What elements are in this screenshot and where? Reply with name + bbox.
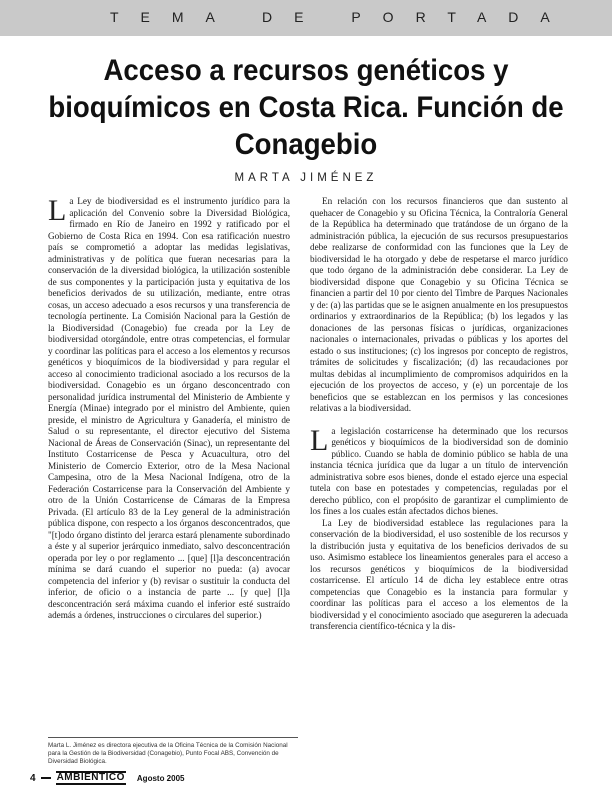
footer-dash	[41, 777, 51, 779]
section-header-bar	[0, 0, 612, 36]
section-kicker: TEMA DE PORTADA	[110, 9, 572, 25]
author-footnote: Marta L. Jiménez es directora ejecutiva de la Oficina Técnica de la Comisión Nacional para la Gestión de la Biodiversidad (Conagebio), Punto Focal ABS, Convención de Diversidad Biológica.	[48, 742, 288, 765]
right-paragraph-2-text: a legislación costarricense ha determinado que los recursos genéticos y bioquímicos de la biodiversidad son de dominio público. Cuando se habla de dominio público se habla de una instancia técnica jurídica que da lugar a un título de intervención administrativa sobre esos bienes, donde el estado ejerce una especial tutela con base en potestades y competencias, reguladas por el derecho público, con el propósito de garantizar el cumplimiento de los fines a los cuales están afectados dichos bienes.	[310, 425, 568, 516]
right-paragraph-1: En relación con los recursos financieros que dan sustento al quehacer de Conagebio y su Oficina Técnica, la Contraloría General de la República ha determinado que tratándose de un órgano de la administración pública, la ejecución de sus recursos presupuestarios debe realizarse de conformidad con las funciones que la Ley de biodiversidad le ha otorgado y debe de respetarse el marco jurídico que todo órgano de la administración debe considerar. La Ley de biodiversidad dispone que Conagebio y su Oficina Técnica se financien a partir del 10 por ciento del Timbre de Parques Nacionales y de: (a) las partidas que se le asignen anualmente en los presupuestos ordinarios y extraordinarios de la República; (b) los legados y las donaciones de las personas físicas o jurídicas, organizaciones nacionales o internacionales, privadas o públicas y los aportes del estado o sus instituciones; (c) los ingresos por concepto de registros, trámites de solicitudes y fiscalización; (d) las recaudaciones por multas debidas al incumplimiento de compromisos adquiridos en la ejecución de los proyectos de acceso, y (e) un porcentaje de los beneficios que se establezcan en los permisos y las concesiones relativas a la biodiversidad.	[310, 196, 568, 413]
drop-cap: L	[310, 423, 329, 457]
right-paragraph-2	[310, 423, 568, 518]
footnote-divider	[48, 737, 298, 738]
left-column	[48, 196, 290, 622]
article-title: Acceso a recursos genéticos y bioquímicos en Costa Rica. Función de Conagebio	[48, 54, 564, 161]
left-paragraph-1-text: a Ley de biodiversidad es el instrumento jurídico para la aplicación del Convenio sobre la Diversidad Biológica, firmado en Río de Janeiro en 1992 y ratificado por el Gobierno de Costa Rica en 1994. Con esa ratificación nuestro país se comprometió a adoptar las medidas legislativas, administrativas y de política que fueran necesarias para la conservación de la diversidad biológica, la utilización sostenible de sus componentes y la participación justa y equitativa de los beneficios derivados de su utilización, mediante, entre otras cosas, un acceso adecuado a esos recursos y una transferencia de tecnología pertinente. La Comisión Nacional para la Gestión de la Biodiversidad (Conagebio) fue creada por la Ley de biodiversidad otorgándole, entre otras competencias, el formular y coordinar las políticas para el acceso a los elementos y recursos genéticos y bioquímicos de la biodiversidad y para regular el acceso al conocimiento tradicional asociado a los recursos de la biodiversidad. Conagebio es un órgano desconcentrado con personalidad jurídica instrumental del Ministerio de Ambiente y Energía (Minae) integrado por el ministro del Ambiente, quien preside, el ministro de Agricultura y Ganadería, el ministro de Salud o su representante, el director ejecutivo del Sistema Nacional de Áreas de Conservación (Sinac), un representante del Instituto Costarricense de Pesca y Acuacultura, otro del Ministerio de Comercio Exterior, otro de la Mesa Nacional Campesina, otro de la Mesa Nacional Indígena, otro de la Federación Costarricense para la Conservación del Ambiente y otro de la Unión Costarricense de Cámaras de la Empresa Privada. (El artículo 83 de la Ley general de la administración pública dispone, con respecto a los órganos desconcentrados, que "[t]odo órgano distinto del jerarca estará plenamente subordinado a éste y al superior jerárquico inmediato, salvo desconcentración operada por ley o por reglamento ... [que] [l]a desconcentración mínima se dará cuando el superior no pueda: (a) avocar competencia del inferior y (b) revisar o sustituir la conducta del inferior, de oficio o a instancia de parte ... [y que] [l]a desconcentración será máxima cuando el inferior esté sustraído además a órdenes, instrucciones o circulares del superior.)	[48, 196, 290, 620]
paragraph-gap	[310, 415, 568, 426]
issue-date: Agosto 2005	[136, 773, 185, 783]
drop-cap: L	[48, 194, 67, 227]
right-paragraph-3: La Ley de biodiversidad establece las regulaciones para la conservación de la biodiversidad, el uso sostenible de los recursos y la distribución justa y equitativa de los beneficios derivados de su uso. Asimismo establece los lineamientos generales para el acceso a los recursos genéticos y bioquímicos de la biodiversidad costarricense. El artículo 14 de dicha ley establece entre otras competencias que Conagebio es la instancia para formular y coordinar las políticas para el acceso a los elementos de la biodiversidad y el conocimiento asociado que asegureren la adecuada transferencia científico-técnica y la dis-	[310, 517, 568, 631]
magazine-logo: AMBIENTICO	[56, 772, 125, 783]
right-column	[310, 196, 568, 633]
page-footer	[30, 771, 184, 785]
left-paragraph-1	[48, 196, 290, 622]
page-number: 4	[30, 772, 36, 784]
article-author: MARTA JIMÉNEZ	[234, 172, 378, 184]
